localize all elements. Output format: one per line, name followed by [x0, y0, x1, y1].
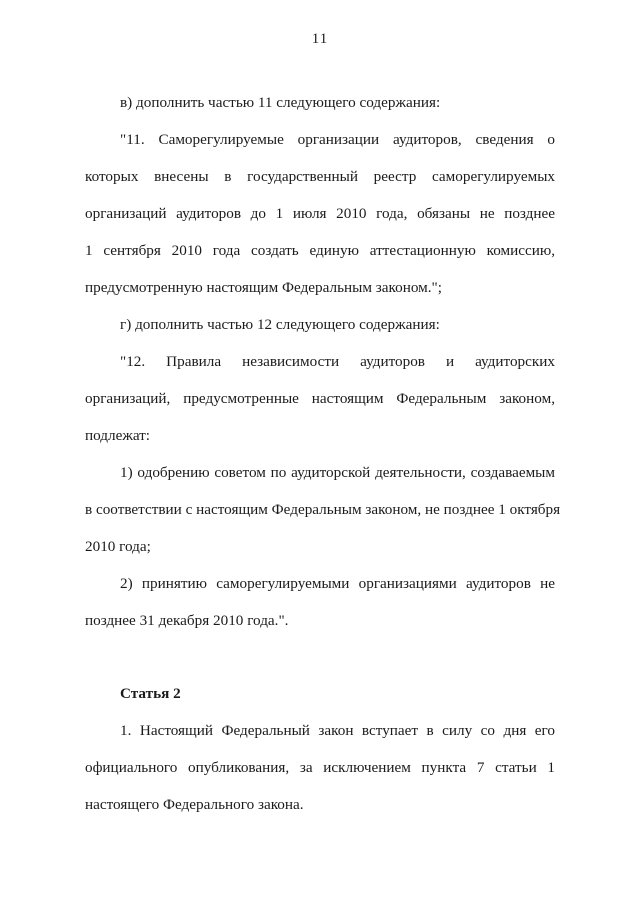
- line-article2-p1-1: 1. Настоящий Федеральный закон вступает в силу со дня его: [120, 722, 555, 739]
- line-part12-2: организаций, предусмотренные настоящим Федеральным законом,: [85, 390, 555, 407]
- line-item1-3: 2010 года;: [85, 538, 151, 555]
- line-part11-4: 1 сентября 2010 года создать единую аттестационную комиссию,: [85, 242, 555, 259]
- line-item1-2: в соответствии с настоящим Федеральным законом, не позднее 1 октября: [85, 501, 561, 518]
- line-article2-p1-3: настоящего Федерального закона.: [85, 796, 304, 813]
- line-part11-5: предусмотренную настоящим Федеральным законом.";: [85, 279, 442, 296]
- line-article2-p1-2: официального опубликования, за исключением пункта 7 статьи 1: [85, 759, 555, 776]
- page-number: 11: [311, 31, 329, 47]
- line-clause-v: в) дополнить частью 11 следующего содержания:: [120, 94, 441, 111]
- line-part11-3: организаций аудиторов до 1 июля 2010 года, обязаны не позднее: [85, 205, 555, 222]
- article-2-heading: Статья 2: [120, 685, 181, 702]
- line-part12-1: "12. Правила независимости аудиторов и аудиторских: [120, 353, 555, 370]
- line-clause-g: г) дополнить частью 12 следующего содержания:: [120, 316, 440, 333]
- line-part11-1: "11. Саморегулируемые организации аудиторов, сведения о: [120, 131, 555, 148]
- line-part11-2: которых внесены в государственный реестр саморегулируемых: [85, 168, 555, 185]
- line-item2-2: позднее 31 декабря 2010 года.".: [85, 612, 289, 629]
- text-block: [85, 84, 561, 823]
- line-item2-1: 2) принятию саморегулируемыми организациями аудиторов не: [120, 575, 555, 592]
- line-part12-3: подлежат:: [85, 427, 151, 444]
- line-item1-1: 1) одобрению советом по аудиторской деятельности, создаваемым: [120, 464, 555, 481]
